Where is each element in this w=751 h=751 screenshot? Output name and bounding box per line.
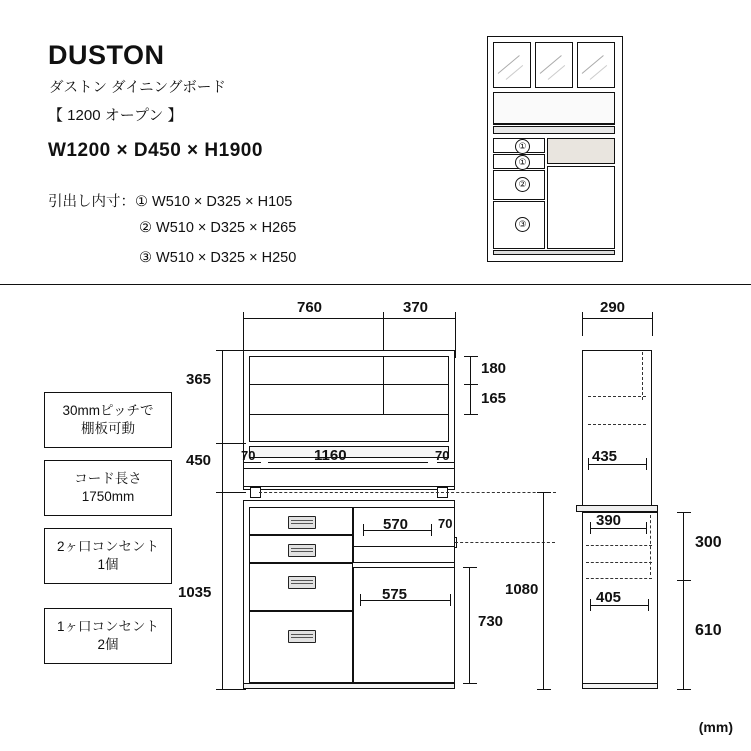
dim-570: 570	[383, 516, 409, 533]
dim-300: 300	[695, 534, 722, 551]
upper-shelf-area	[249, 356, 449, 442]
dim-290: 290	[600, 299, 626, 316]
dim-730: 730	[478, 613, 504, 630]
feature-2-line2: 1個	[97, 557, 119, 572]
variant-label: 【 1200 オープン 】	[48, 107, 183, 124]
dim-390: 390	[596, 512, 622, 529]
thumb-callout-1: ①	[515, 139, 530, 154]
drawer-item-1: ① W510 × D325 × H105	[135, 194, 293, 210]
feature-3-line2: 2個	[97, 637, 119, 652]
side-base	[582, 683, 658, 689]
dim-180: 180	[481, 360, 507, 377]
page-title: DUSTON	[48, 40, 165, 70]
thumb-callout-3: ②	[515, 177, 530, 192]
dim-450: 450	[186, 452, 212, 469]
feature-0-line1: 30mmピッチで	[62, 402, 154, 418]
dim-70-lower: 70	[438, 516, 453, 531]
page-subtitle: ダストン ダイニングボード	[49, 80, 226, 96]
side-view-drawing	[560, 0, 751, 751]
dim-575: 575	[382, 586, 408, 603]
drawer-item-3: ③ W510 × D325 × H250	[139, 250, 297, 266]
lower-cabinet	[243, 500, 455, 689]
dim-365: 365	[186, 371, 212, 388]
side-counter	[576, 505, 658, 512]
dim-1035: 1035	[178, 584, 212, 601]
feature-3-line1: 1ヶ口コンセント	[56, 618, 159, 634]
dim-165: 165	[481, 390, 507, 407]
feature-0-line2: 棚板可動	[81, 421, 135, 436]
dim-top-760: 760	[297, 299, 323, 316]
unit-note: (mm)	[698, 719, 733, 735]
dim-405: 405	[596, 589, 622, 606]
dim-1080: 1080	[505, 581, 539, 598]
feature-1-line2: 1750mm	[81, 489, 135, 504]
dim-top-370: 370	[403, 299, 429, 316]
feature-1-line1: コード長さ	[74, 470, 142, 486]
thumb-callout-4: ③	[515, 217, 530, 232]
dim-610: 610	[695, 622, 722, 639]
thumb-callout-2: ①	[515, 155, 530, 170]
dim-left-70: 70	[241, 448, 256, 463]
drawer-item-2: ② W510 × D325 × H265	[139, 220, 297, 236]
dim-1160: 1160	[314, 447, 347, 464]
drawer-inner-label-text: 引出し内寸：	[48, 194, 135, 210]
upper-counter	[249, 446, 449, 458]
dim-right-70: 70	[435, 448, 450, 463]
dim-435: 435	[592, 448, 618, 465]
main-dimensions: W1200 × D450 × H1900	[48, 140, 263, 161]
feature-2-line1: 2ヶ口コンセント	[56, 538, 159, 554]
